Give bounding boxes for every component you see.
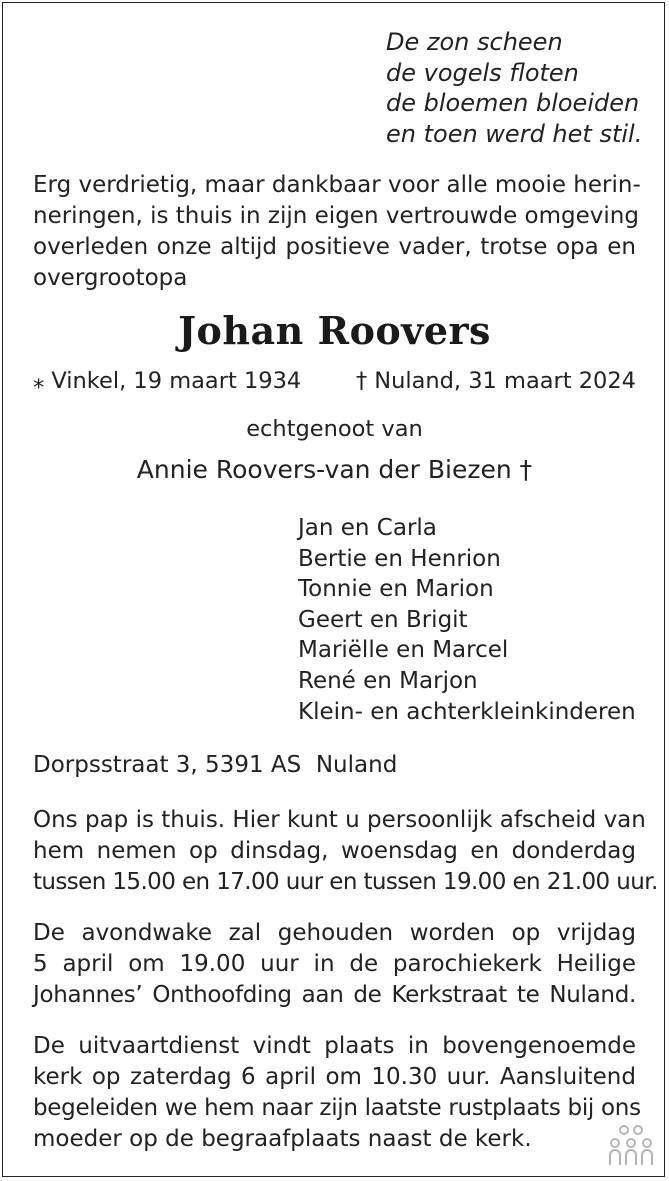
intro-line: overleden onze altijd positieve vader, trotse opa en — [33, 234, 636, 260]
funeral-paragraph — [33, 1031, 641, 1155]
life-dates — [33, 368, 636, 394]
funeral-line: moeder op de begraafplaats naast de kerk. — [33, 1126, 532, 1152]
visitation-line: tussen 15.00 en 17.00 uur en tussen 19.00 en 21.00 uur. — [33, 869, 658, 895]
visitation-paragraph — [33, 805, 658, 898]
family-member: Bertie en Henrion — [298, 545, 501, 572]
poem-line: en toen werd het stil. — [386, 119, 643, 148]
poem — [386, 27, 642, 149]
vigil-line: De avondwake zal gehouden worden op vrijdag — [33, 920, 636, 946]
birth-date: ⁎ Vinkel, 19 maart 1934 — [33, 368, 302, 394]
vigil-line: 5 april om 19.00 uur in de parochiekerk Heilige — [33, 951, 636, 977]
intro-line: overgrootopa — [33, 265, 188, 291]
spouse-name: Annie Roovers-van der Biezen † — [136, 455, 533, 484]
family-member: Klein- en achterkleinkinderen — [298, 698, 636, 725]
death-date: † Nuland, 31 maart 2024 — [355, 368, 636, 394]
vigil-paragraph — [33, 918, 636, 1011]
family-list — [298, 513, 636, 727]
people-group-icon — [608, 1123, 654, 1167]
intro-line: Erg verdrietig, maar dankbaar voor alle mooie herin- — [33, 172, 641, 198]
family-member: Jan en Carla — [298, 515, 437, 541]
visitation-line: hem nemen op dinsdag, woensdag en donderdag — [33, 838, 636, 864]
funeral-line: begeleiden we hem naar zijn laatste rustplaats bij ons — [33, 1095, 641, 1121]
funeral-line: De uitvaartdienst vindt plaats in bovengenoemde — [33, 1033, 636, 1059]
poem-line: De zon scheen — [386, 28, 563, 56]
poem-line: de bloemen bloeiden — [386, 89, 640, 117]
deceased-name: Johan Roovers — [178, 308, 491, 353]
address: Dorpsstraat 3, 5391 AS Nuland — [33, 752, 398, 778]
vigil-line: Johannes’ Onthoofding aan de Kerkstraat te Nuland. — [33, 982, 636, 1008]
family-member: Mariëlle en Marcel — [298, 637, 509, 664]
family-member: René en Marjon — [298, 667, 478, 694]
spouse-intro: echtgenoot van — [246, 416, 423, 442]
intro-line: neringen, is thuis in zijn eigen vertrouwde omgeving — [33, 203, 639, 229]
visitation-line: Ons pap is thuis. Hier kunt u persoonlijk afscheid van — [33, 807, 646, 833]
poem-line: de vogels floten — [386, 58, 579, 87]
intro-paragraph — [33, 170, 641, 294]
family-member: Geert en Brigit — [298, 606, 468, 633]
family-member: Tonnie en Marion — [298, 576, 494, 603]
funeral-line: kerk op zaterdag 6 april om 10.30 uur. Aansluitend — [33, 1064, 636, 1090]
